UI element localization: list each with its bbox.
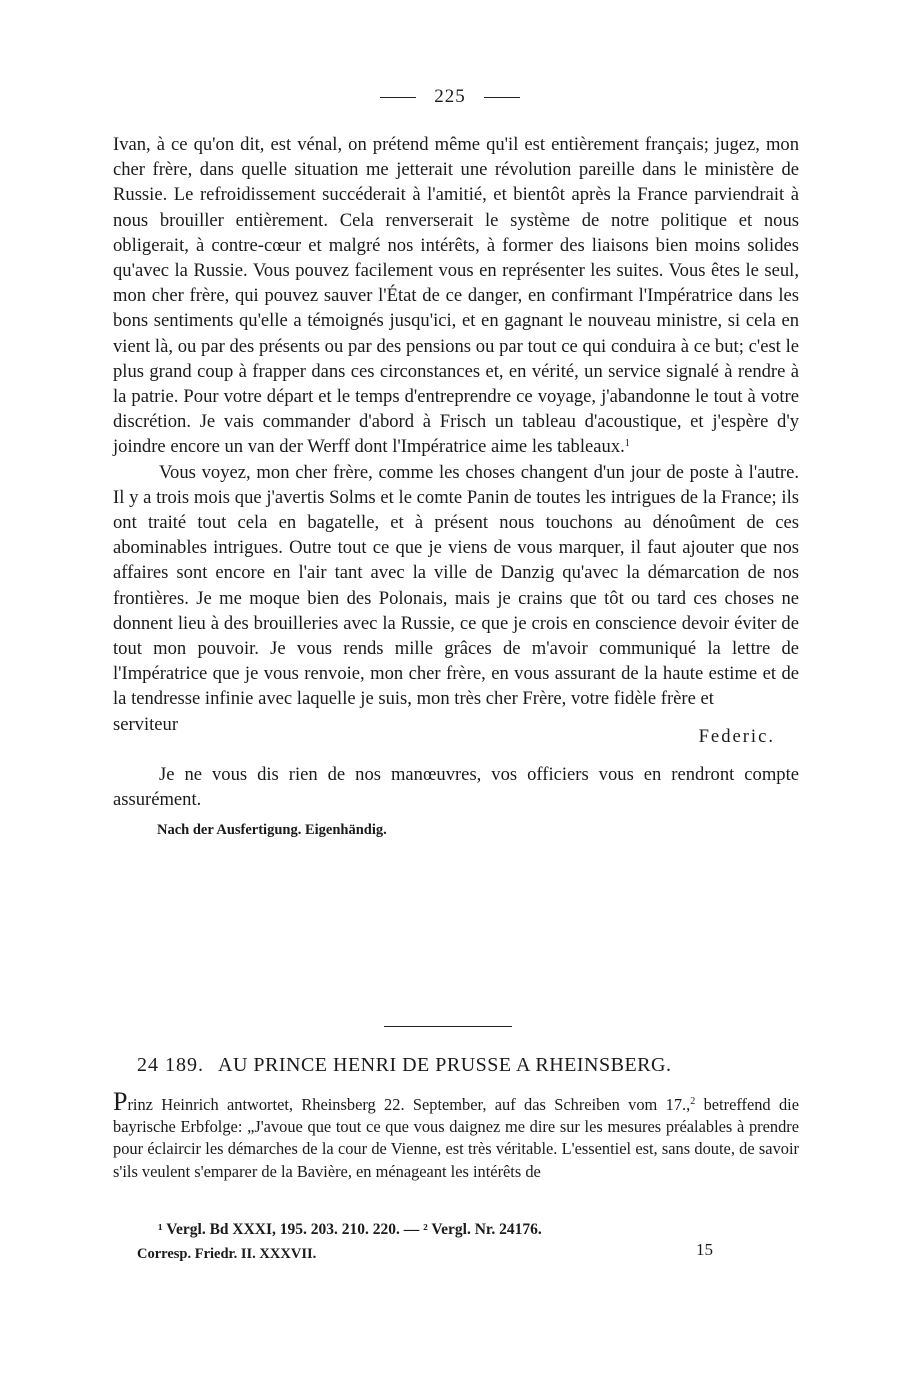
header-rule-left xyxy=(380,97,416,98)
paragraph-1-text: Ivan, à ce qu'on dit, est vénal, on prétend même qu'il est entièrement français; jugez, mon cher frère, dans quelle situation me jetterait une révolution pareille dans le ministère de Russie. Le refroidissement succéderait à l'amitié, et bientôt après la France parviendrait à nous brouiller entièrement. Cela renverserait le système de notre politique et nous obligerait, à contre-cœur et malgré nos intérêts, à former des liaisons bien moins solides qu'avec la Russie. Vous pouvez facilement vous en représenter les suites. Vous êtes le seul, mon cher frère, qui pouvez sauver l'État de ce danger, en confirmant l'Impératrice dans les bons sentiments qu'elle a témoignés jusqu'ici, et en gagnant le nouveau ministre, si cela en vient là, ou par des présents ou par des pensions ou par tout ce qui conduira à ce but; c'est le plus grand coup à frapper dans ces circonstances et, en vérité, un service signalé à rendre à la patrie. Pour votre départ et le temps d'entreprendre ce voyage, j'abandonne le tout à votre discrétion. Je vais commander d'abord à Frisch un tableau d'acoustique, et j'espère d'y joindre encore un van der Werff dont l'Impératrice aime les tableaux. xyxy=(113,134,799,458)
paragraph-1 xyxy=(113,132,799,460)
summary-paragraph xyxy=(113,1087,800,1183)
summary-text-2: betreffend die bayrische Erbfolge: „J'avoue que tout ce que vous daignez me dire sur les mesures préalables à prendre pour éclaircir les démarches de la cour de Vienne, est très véritable. L'essentiel est, sans doute, de savoir s'ils veulent s'emparer de la Bavière, en ménageant les intérêts de xyxy=(113,1095,800,1181)
closing-word: serviteur xyxy=(113,713,179,735)
page-header xyxy=(0,86,900,108)
postscript: Je ne vous dis rien de nos manœuvres, vos officiers vous en rendront compte assurément. xyxy=(113,763,799,810)
source-note: Nach der Ausfertigung. Eigenhändig. xyxy=(157,822,387,839)
summary-text-1: rinz Heinrich antwortet, Rheinsberg 22. September, auf das Schreiben vom 17., xyxy=(127,1095,691,1114)
page-number: 225 xyxy=(434,86,466,107)
footnote-ref-2: 2 xyxy=(690,1096,696,1107)
letter-body xyxy=(113,132,799,840)
volume-signature: Corresp. Friedr. II. XXXVII. xyxy=(137,1246,317,1262)
letter-closing xyxy=(113,712,799,762)
sheet-number: 15 xyxy=(696,1240,713,1259)
letter-number: 24 189. xyxy=(137,1054,204,1076)
printer-signature-line xyxy=(137,1240,797,1263)
footnote-ref-1: 1 xyxy=(624,438,630,450)
summary-initial: P xyxy=(113,1087,128,1116)
letter-title: AU PRINCE HENRI DE PRUSSE A RHEINSBERG. xyxy=(218,1054,672,1076)
footnotes: ¹ Vergl. Bd XXXI, 195. 203. 210. 220. — ² Vergl. Nr. 24176. xyxy=(158,1221,542,1238)
section-divider xyxy=(384,1026,512,1027)
letter-summary xyxy=(113,1087,800,1183)
paragraph-2: Vous voyez, mon cher frère, comme les choses changent d'un jour de poste à l'autre. Il y a trois mois que j'avertis Solms et le comte Panin de toutes les intrigues de la France; ils ont traité tout cela en bagatelle, et à présent nous touchons au dénoûment de ces abominables intrigues. Outre tout ce que je viens de vous marquer, il faut ajouter que nos affaires sont encore en l'air tant avec la ville de Danzig qu'avec la démarcation de nos frontières. Je me moque bien des Polonais, mais je crains que tôt ou tard ces choses ne donnent lieu à des brouilleries avec la Russie, ce que je crois en conscience devoir éviter de tout mon pouvoir. Je vous rends mille grâces de m'avoir communiqué la lettre de l'Impératrice que je vous renvoie, mon cher frère, en vous assurant de la haute estime et de la tendresse infinie avec laquelle je suis, mon très cher Frère, votre fidèle frère et xyxy=(113,461,799,710)
letter-heading xyxy=(137,1054,837,1077)
signature: Federic. xyxy=(698,725,775,747)
header-rule-right xyxy=(484,97,520,98)
